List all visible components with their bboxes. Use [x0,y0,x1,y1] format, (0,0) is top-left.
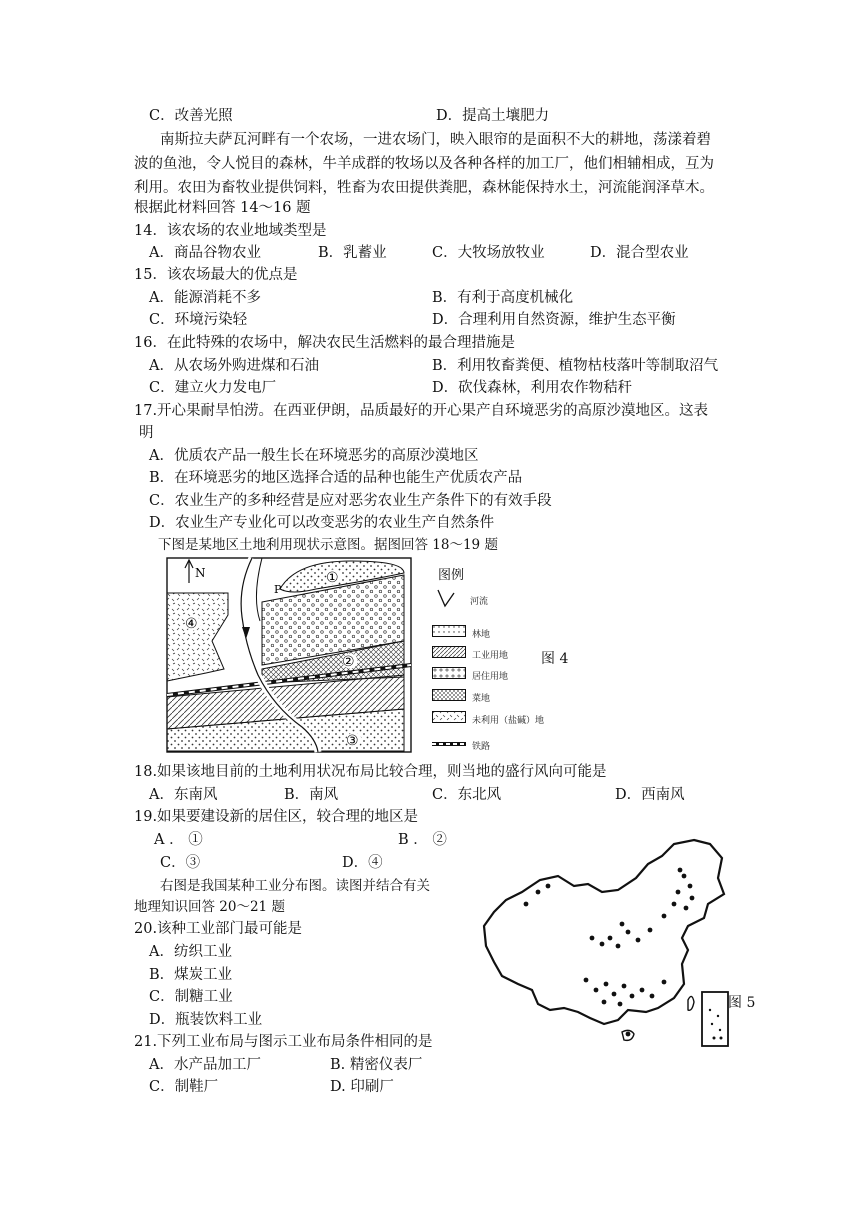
q19-stem: 19.如果要建设新的居住区，较合理的地区是 [134,809,419,825]
q14-option-c: C．大牧场放牧业 [432,245,545,261]
figure-4-caption: 图 4 [541,651,569,667]
q21-option-c: C．制鞋厂 [149,1079,219,1095]
legend-residential-swatch [432,667,466,679]
legend-forest-swatch [432,625,466,637]
q20-stem: 20.该种工业部门最可能是 [134,921,303,937]
q15-stem: 15．该农场最大的优点是 [134,267,298,283]
q14-option-b: B．乳蓄业 [318,245,387,261]
china-industry-map [478,834,740,1050]
china-outline [484,840,724,1024]
q17-stem-line-1: 17.开心果耐旱怕涝。在西亚伊朗，品质最好的开心果产自环境恶劣的高原沙漠地区。这表 [134,403,709,419]
q19-option-c: C．③ [160,855,201,871]
passage-line-2: 波的鱼池，令人悦目的森林，牛羊成群的牧场以及各种各样的加工厂，他们相辅相成，互为 [134,156,714,172]
q19-option-a: A ． ① [154,832,203,848]
q13-option-c: C．改善光照 [149,108,233,124]
q14-option-a: A．商品谷物农业 [149,245,261,261]
q14-stem: 14．该农场的农业地域类型是 [134,223,327,239]
passage-line-1: 南斯拉夫萨瓦河畔有一个农场，一进农场门，映入眼帘的是面积不大的耕地，荡漾着碧 [160,132,711,148]
legend-unused-label: 未利用（盐碱）地 [472,716,545,726]
legend-vegetable-swatch [432,689,466,701]
q16-option-a: A．从农场外购进煤和石油 [149,358,319,374]
zone-3-label: ③ [346,733,359,749]
passage-line-4: 根据此材料回答 14～16 题 [134,200,311,216]
q18-option-a: A．东南风 [149,787,218,803]
q13-option-d: D．提高土壤肥力 [436,108,550,124]
q15-option-d: D．合理利用自然资源，维护生态平衡 [432,312,676,328]
legend-vegetable-label: 菜地 [472,694,491,704]
figure-4-intro: 下图是某地区土地利用现状示意图。据图回答 18～19 题 [158,537,498,553]
taiwan-island [688,996,694,1010]
q16-option-b: B．利用牧畜粪便、植物枯枝落叶等制取沼气 [432,358,719,374]
legend-river-icon [436,588,456,608]
q21-option-a: A．水产品加工厂 [149,1057,261,1073]
zone-4-label: ④ [185,616,198,632]
passage-line-3: 利用。农田为畜牧业提供饲料，牲畜为农田提供粪肥，森林能保持水土，河流能润泽草木。 [134,180,714,196]
legend-residential-label: 居住用地 [472,672,509,682]
legend-railway-swatch [432,740,466,748]
figure-5-intro-line-2: 地理知识回答 20～21 题 [134,899,285,915]
q15-option-a: A．能源消耗不多 [149,290,261,306]
q16-option-d: D．砍伐森林，利用农作物秸秆 [432,380,633,396]
legend-unused-swatch [432,711,466,723]
point-p-label: P [274,583,282,596]
q19-option-b: B ． ② [398,832,447,848]
q17-option-a: A．优质农产品一般生长在环境恶劣的高原沙漠地区 [149,448,479,464]
q14-option-d: D．混合型农业 [590,245,689,261]
q18-option-d: D．西南风 [615,787,685,803]
north-label: N [195,566,206,580]
q18-option-b: B．南风 [284,787,339,803]
q15-option-b: B．有利于高度机械化 [432,290,574,306]
legend-industrial-label: 工业用地 [472,651,509,661]
q17-stem-line-2: 明 [139,425,154,441]
q21-option-d: D. 印刷厂 [330,1079,394,1095]
q17-option-b: B．在环境恶劣的地区选择合适的品种也能生产优质农产品 [149,470,523,486]
q16-stem: 16．在此特殊的农场中，解决农民生活燃料的最合理措施是 [134,335,515,351]
legend-railway-label: 铁路 [472,742,491,752]
q20-option-d: D．瓶装饮料工业 [149,1012,263,1028]
zone-1-label: ① [326,570,339,586]
q19-option-d: D．④ [342,855,383,871]
q17-option-d: D．农业生产专业化可以改变恶劣的农业生产自然条件 [149,515,495,531]
q17-option-c: C．农业生产的多种经营是应对恶劣农业生产条件下的有效手段 [149,493,552,509]
figure-5-intro-line-1: 右图是我国某种工业分布图。读图并结合有关 [160,878,430,894]
legend-title: 图例 [438,568,465,583]
q20-option-c: C．制糖工业 [149,989,233,1005]
q18-stem: 18.如果该地目前的土地利用状况布局比较合理，则当地的盛行风向可能是 [134,764,607,780]
legend-river-label: 河流 [470,597,489,607]
q21-stem: 21.下列工业布局与图示工业布局条件相同的是 [134,1034,433,1050]
q16-option-c: C．建立火力发电厂 [149,380,277,396]
q20-option-b: B．煤炭工业 [149,967,233,983]
q15-option-c: C．环境污染轻 [149,312,248,328]
legend-forest-label: 林地 [472,630,491,640]
legend-industrial-swatch [432,646,466,658]
land-use-map [166,557,412,753]
zone-2-label: ② [342,654,355,670]
q18-option-c: C．东北风 [432,787,502,803]
q20-option-a: A．纺织工业 [149,944,232,960]
q21-option-b: B. 精密仪表厂 [330,1057,423,1073]
figure-5-caption: 图 5 [728,995,756,1011]
